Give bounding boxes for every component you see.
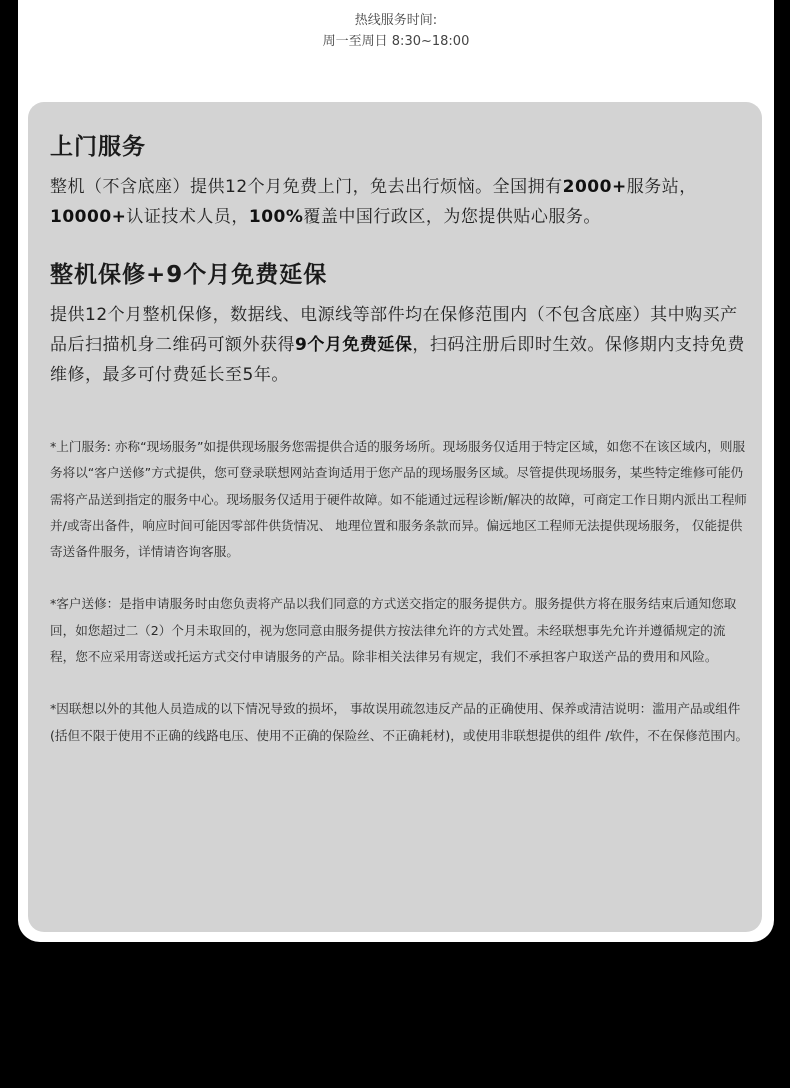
extended-warranty-highlight: 9个月免费延保	[295, 335, 413, 355]
warranty-title: 整机保修+9个月免费延保	[50, 262, 328, 288]
onsite-service-body	[50, 172, 750, 232]
warranty-body	[50, 300, 750, 390]
service-info-panel	[18, 0, 774, 942]
warranty-text-1: 提供12个月整机保修，数据线、电源线等部件均在保修范围内（不包含底座）其中购买产品后扫描机身二维码可额外获得	[50, 305, 738, 355]
service-card-content	[50, 130, 750, 749]
service-card	[28, 102, 762, 932]
onsite-text-3: 认证技术人员，	[126, 207, 249, 227]
onsite-text-2: 服务站，	[626, 177, 697, 197]
coverage-percent: 100%	[248, 207, 304, 227]
hotline-hours: 周一至周日 8:30~18:00	[322, 34, 470, 49]
hotline-block	[18, 10, 774, 52]
carry-in-service-note: *客户送修：是指申请服务时由您负责将产品以我们同意的方式送交指定的服务提供方。服务提供方将在服务结束后通知您取回，如您超过二（2）个月未取回的，视为您同意由服务提供方按法律允许的方式处置。未经联想事先允许并遵循规定的流程，您不应采用寄送或托运方式交付申请服务的产品。除非相关法律另有规定，我们不承担客户取送产品的费用和风险。	[50, 596, 737, 665]
onsite-service-note: *上门服务: 亦称“现场服务”如提供现场服务您需提供合适的服务场所。现场服务仅适用于特定区域，如您不在该区域内，则服务将以“客户送修”方式提供，您可登录联想网站查询适用于您产品的现场服务区域。尽管提供现场服务，某些特定维修可能仍需将产品送到指定的服务中心。现场服务仅适用于硬件故障。如不能通过远程诊断/解决的故障，可商定工作日期内派出工程师并/或寄出备件，响应时间可能因零部件供货情况、 地理位置和服务条款而异。偏远地区工程师无法提供现场服务， 仅能提供寄送备件服务，详情请咨询客服。	[50, 439, 747, 560]
service-station-count: 2000+	[562, 177, 627, 197]
onsite-text-1: 整机（不含底座）提供12个月免费上门，免去出行烦恼。全国拥有	[50, 177, 563, 197]
warranty-text-2: ，扫码注册后即时生效。保修期内支持免费维修，最多可付费延长至5年。	[50, 335, 745, 385]
warranty-exclusion-note: *因联想以外的其他人员造成的以下情况导致的损坏， 事故误用疏忽违反产品的正确使用、保养或清洁说明：滥用产品或组件(括但不限于使用不正确的线路电压、使用不正确的保险丝、不正确耗材)，或使用非联想提供的组件 /软件，不在保修范围内。	[50, 701, 749, 743]
onsite-text-4: 覆盖中国行政区，为您提供贴心服务。	[303, 207, 601, 227]
technician-count: 10000+	[50, 207, 127, 227]
hotline-label: 热线服务时间:	[354, 13, 438, 28]
onsite-service-title: 上门服务	[50, 134, 146, 160]
